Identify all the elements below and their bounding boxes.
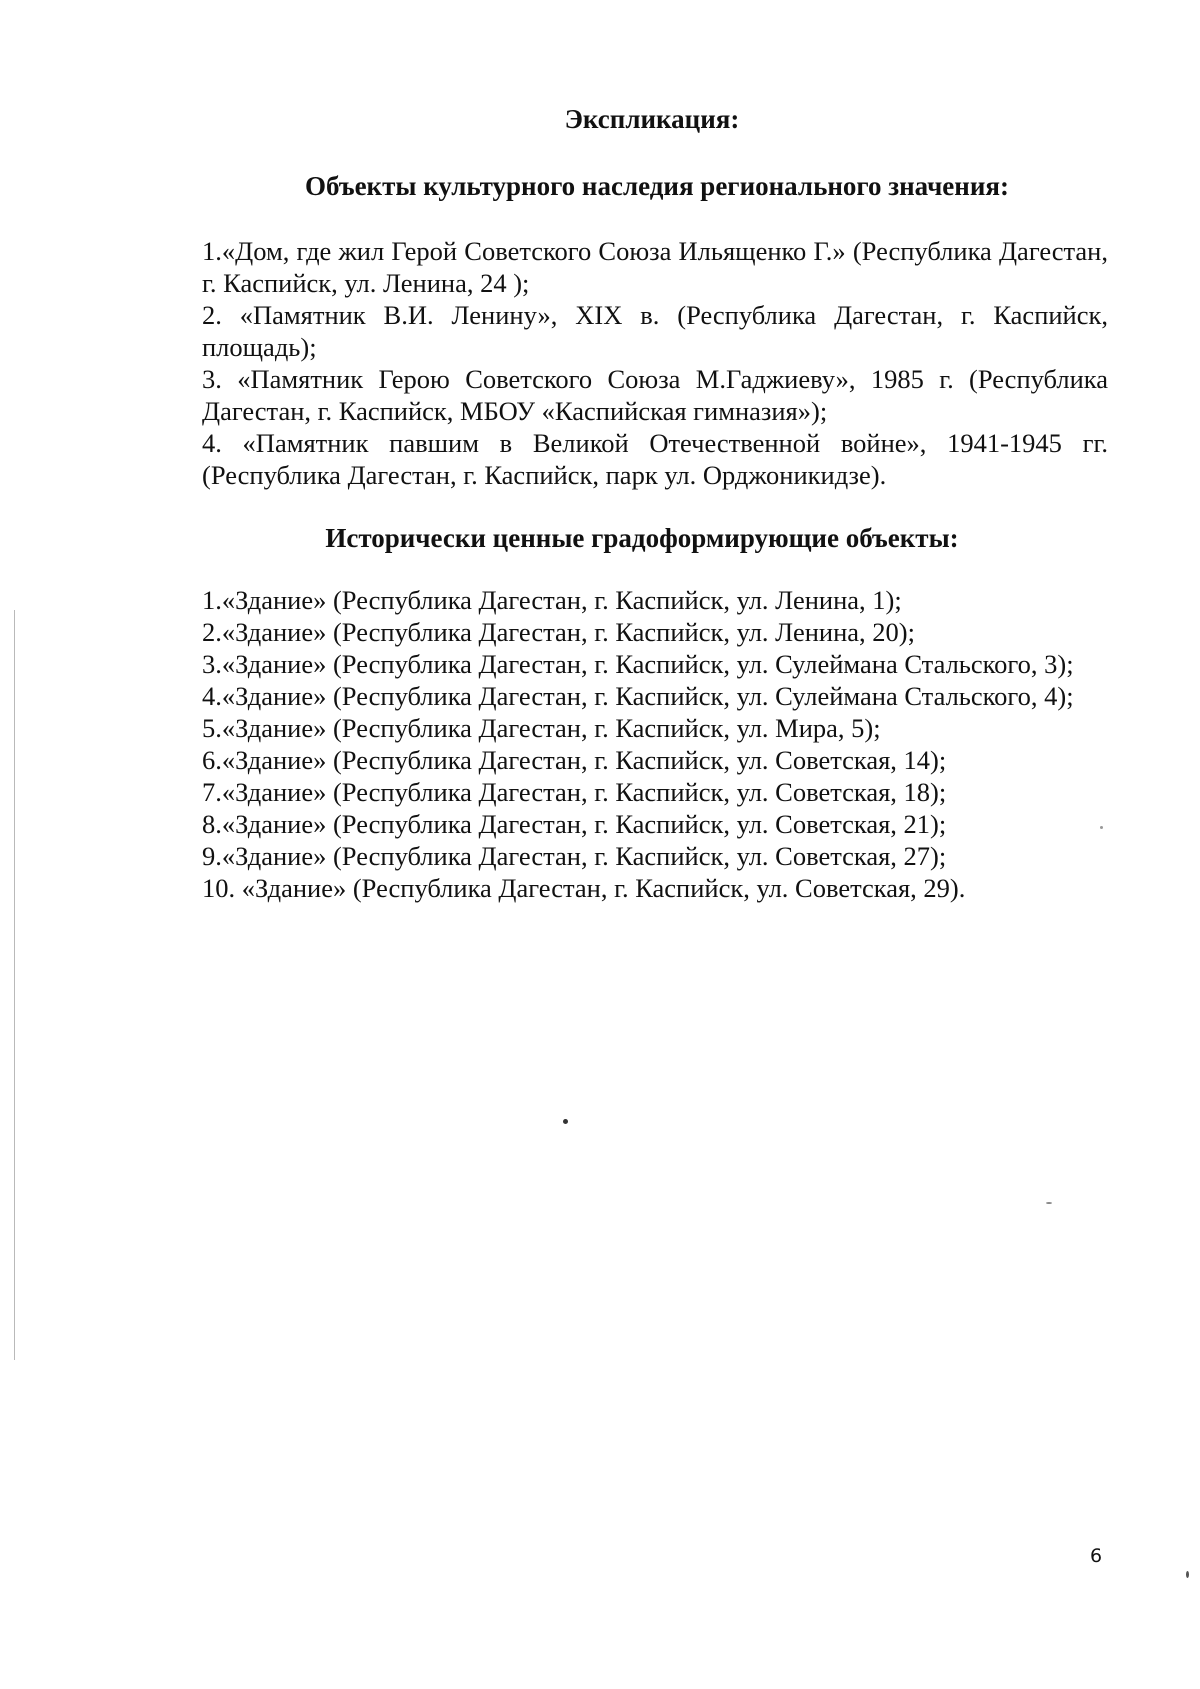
- list-item: 3. «Памятник Герою Советского Союза М.Гаджиеву», 1985 г. (Республика Дагестан, г. Каспийск, МБОУ «Каспийская гимназия»);: [202, 364, 1108, 426]
- list-item: 3.«Здание» (Республика Дагестан, г. Каспийск, ул. Сулеймана Стальского, 3);: [202, 649, 1074, 679]
- list-item: 4.«Здание» (Республика Дагестан, г. Каспийск, ул. Сулеймана Стальского, 4);: [202, 681, 1074, 711]
- list-item: 1.«Здание» (Республика Дагестан, г. Каспийск, ул. Ленина, 1);: [202, 585, 902, 615]
- scan-speck: [1100, 826, 1103, 829]
- list-item: 2. «Памятник В.И. Ленину», XIX в. (Республика Дагестан, г. Каспийск, площадь);: [202, 300, 1108, 362]
- list-item: 1.«Дом, где жил Герой Советского Союза Ильященко Г.» (Республика Дагестан, г. Каспийск, ул. Ленина, 24 );: [202, 236, 1108, 298]
- scan-speck: [563, 1119, 568, 1124]
- page-number: 6: [1090, 1545, 1103, 1567]
- list-item: 9.«Здание» (Республика Дагестан, г. Каспийск, ул. Советская, 27);: [202, 841, 947, 871]
- scan-edge-line: [14, 610, 15, 1360]
- cultural-heritage-list: [202, 235, 1108, 491]
- historic-objects-list: [202, 584, 1108, 904]
- list-item: 6.«Здание» (Республика Дагестан, г. Каспийск, ул. Советская, 14);: [202, 745, 947, 775]
- section-heading-historic-objects: Исторически ценные градоформирующие объекты:: [325, 523, 959, 553]
- list-item: 10. «Здание» (Республика Дагестан, г. Каспийск, ул. Советская, 29).: [202, 873, 966, 903]
- scan-speck: [1046, 1202, 1052, 1204]
- scan-speck: [1186, 1571, 1189, 1578]
- list-item: 5.«Здание» (Республика Дагестан, г. Каспийск, ул. Мира, 5);: [202, 713, 881, 743]
- section-heading-cultural-heritage: Объекты культурного наследия регионального значения:: [305, 171, 1009, 201]
- list-item: 7.«Здание» (Республика Дагестан, г. Каспийск, ул. Советская, 18);: [202, 777, 947, 807]
- page-title: Экспликация:: [564, 104, 740, 134]
- list-item: 4. «Памятник павшим в Великой Отечественной войне», 1941-1945 гг. (Республика Дагестан, г. Каспийск, парк ул. Орджоникидзе).: [202, 428, 1108, 490]
- list-item: 8.«Здание» (Республика Дагестан, г. Каспийск, ул. Советская, 21);: [202, 809, 947, 839]
- list-item: 2.«Здание» (Республика Дагестан, г. Каспийск, ул. Ленина, 20);: [202, 617, 915, 647]
